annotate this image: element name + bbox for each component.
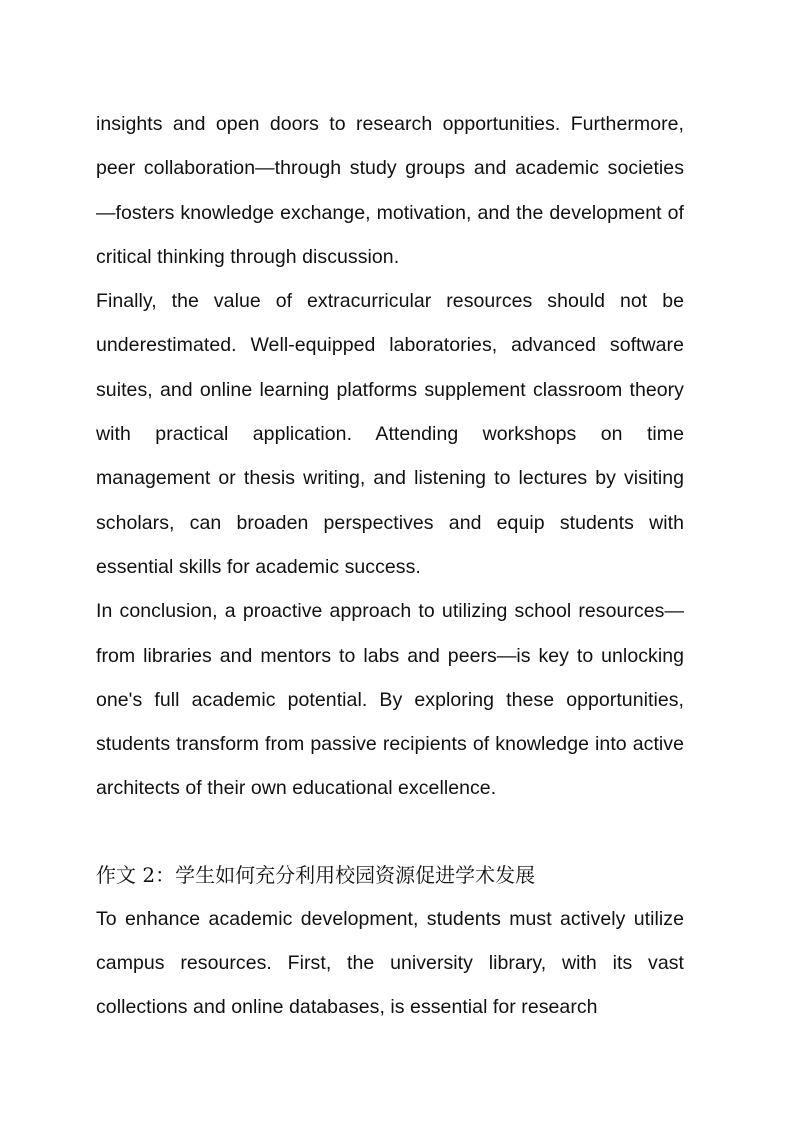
essay-2-title: 作文 2：学生如何充分利用校园资源促进学术发展 bbox=[96, 862, 536, 887]
paragraph-extracurricular-resources: Finally, the value of extracurricular resources should not be underestimated. Well-equipped laboratories, advanced software suites, and online learning platforms supplement classroom theory with practical application. Attending workshops on time management or thesis writing, and listening to lectures by visiting scholars, can broaden perspectives and equip students with essential skills for academic success. bbox=[96, 290, 684, 578]
paragraph-peer-collaboration: insights and open doors to research opportunities. Furthermore, peer collaboration—through study groups and academic societies—fosters knowledge exchange, motivation, and the development of critical thinking through discussion. bbox=[96, 113, 684, 268]
paragraph-essay-2-intro: To enhance academic development, students must actively utilize campus resources. First, the university library, with its vast collections and online databases, is essential for research bbox=[96, 907, 684, 1019]
document-page bbox=[96, 102, 684, 1030]
paragraph-conclusion: In conclusion, a proactive approach to utilizing school resources—from libraries and mentors to labs and peers—is key to unlocking one's full academic potential. By exploring these opportunities, students transform from passive recipients of knowledge into active architects of their own educational excellence. bbox=[96, 600, 684, 800]
